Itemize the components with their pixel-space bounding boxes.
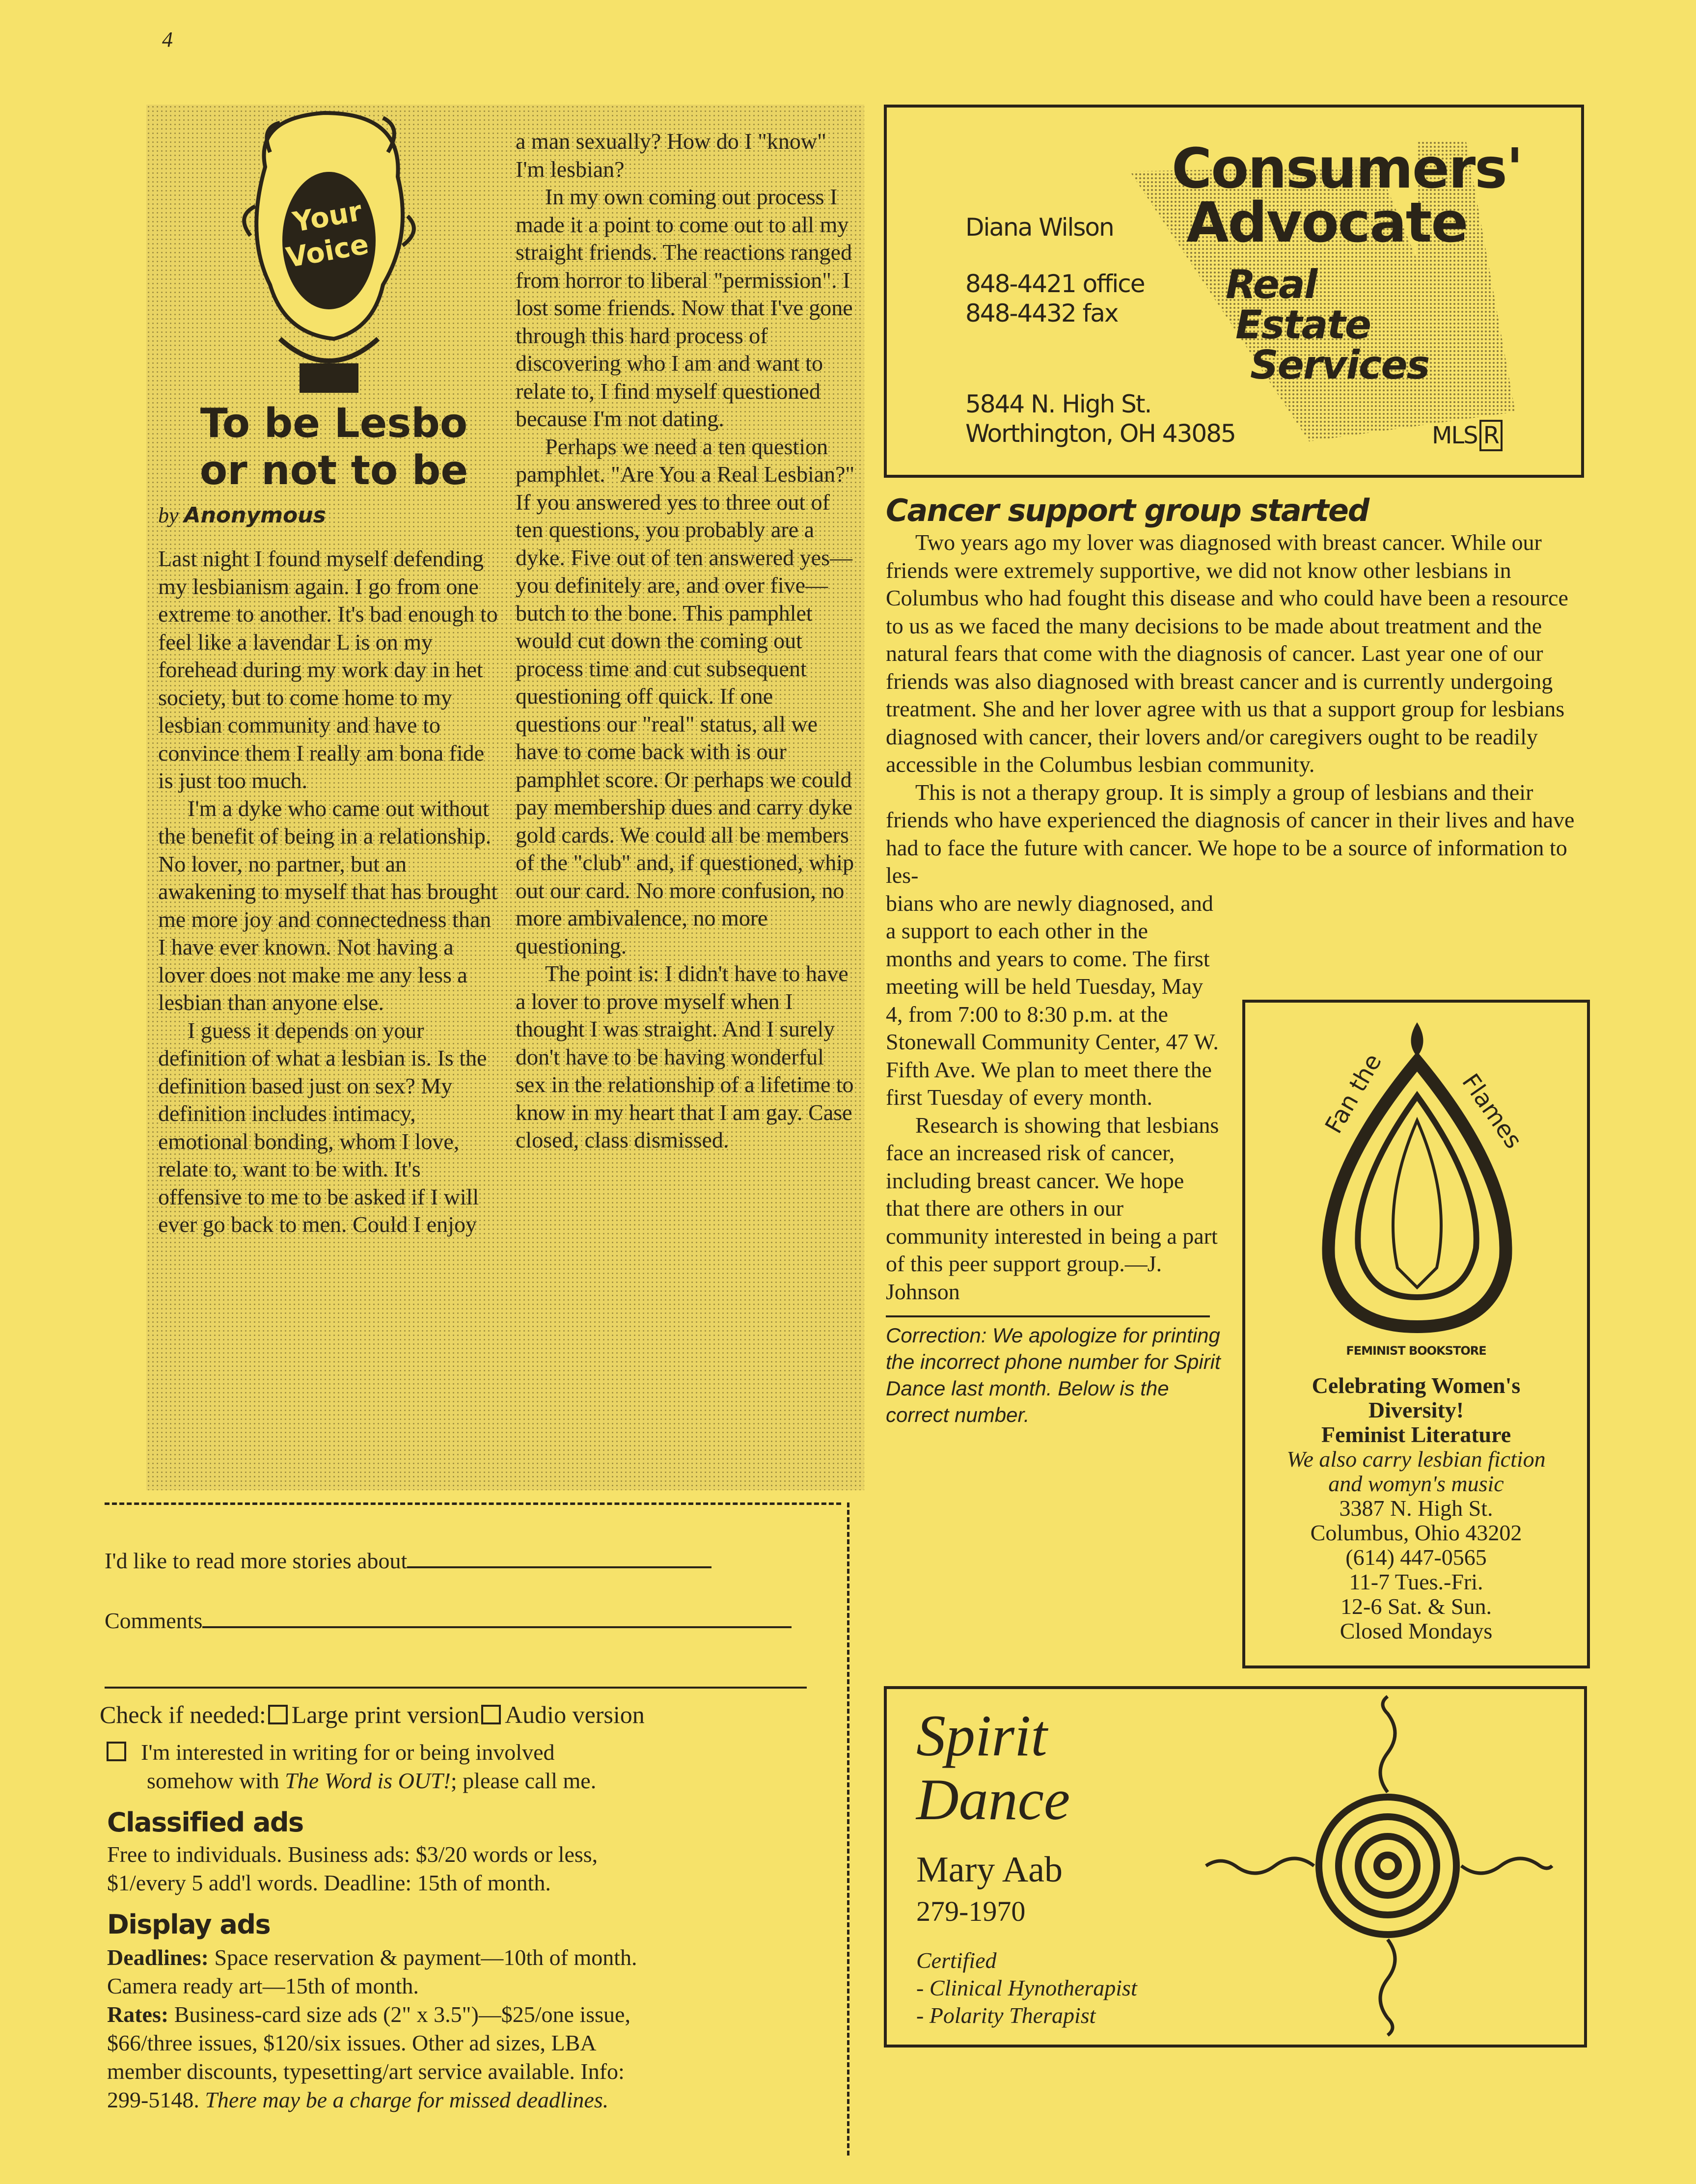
interest-text: ; please call me. bbox=[450, 1768, 597, 1793]
interest-text: somehow with bbox=[147, 1768, 285, 1793]
bookstore-info bbox=[1245, 1373, 1587, 1643]
title-line: Spirit bbox=[916, 1703, 1047, 1768]
check-label: Check if needed: bbox=[100, 1701, 266, 1728]
byline-prefix: by bbox=[158, 503, 179, 527]
paragraph: I'm a dyke who came out without the benefit of being in a relationship. No lover, no partner, but an awakening to myself that has brought me more joy and connectedness than I have ever known. Not having a lover does not make me any less a lesbian than anyone else. bbox=[158, 795, 498, 1015]
title-line: Dance bbox=[916, 1767, 1070, 1832]
logo-line: Services bbox=[1250, 342, 1429, 388]
your-voice-logo-text: Your bbox=[290, 195, 365, 239]
byline bbox=[158, 502, 326, 529]
large-print-label: Large print version bbox=[291, 1701, 480, 1728]
hours: 11-7 Tues.-Fri. bbox=[1349, 1569, 1483, 1594]
cancer-headline: Cancer support group started bbox=[886, 492, 1369, 528]
fax-phone: 848-4432 fax bbox=[965, 299, 1118, 328]
comments-blank-line-2[interactable] bbox=[105, 1687, 807, 1689]
logo-line: Estate bbox=[1235, 302, 1370, 348]
text: Business-card size ads (2" x 3.5")—$25/one issue, bbox=[168, 2002, 630, 2027]
text-line: $66/three issues, $120/six issues. Other ad sizes, LBA bbox=[107, 2030, 597, 2055]
title-line: or not to be bbox=[199, 447, 468, 494]
article-title bbox=[182, 400, 486, 494]
article-column-1 bbox=[158, 545, 502, 1239]
page-number: 4 bbox=[162, 27, 173, 52]
mls-mark: R bbox=[1479, 420, 1503, 451]
city: Columbus, Ohio 43202 bbox=[1310, 1520, 1522, 1545]
text-line: Free to individuals. Business ads: $3/20 words or less, bbox=[107, 1842, 598, 1867]
paragraph: Last night I found myself defending my lesbianism again. I go from one extreme to another. It's bad enough to feel like a lavendar L is on my forehead during my work day in het society, but to come home to my lesbian community and have to convince them I really am bona fide is just too much. bbox=[158, 546, 498, 793]
cut-line-top bbox=[105, 1502, 841, 1505]
article-column-2 bbox=[516, 128, 859, 1154]
bookstore-ad bbox=[1242, 1000, 1590, 1668]
tagline: Celebrating Women's bbox=[1312, 1373, 1521, 1398]
credentials bbox=[916, 1947, 1137, 2029]
flame-logo-icon bbox=[1294, 1012, 1540, 1356]
audio-checkbox[interactable] bbox=[481, 1705, 501, 1724]
paragraph: a man sexually? How do I "know" I'm lesbian? bbox=[516, 129, 826, 182]
company-logo-sub bbox=[1226, 262, 1429, 388]
paragraph: The point is: I didn't have to have a lover to prove myself when I thought I was straight. And I surely don't have to be having wonderful sex in the relationship of a lifetime to know in my heart that I am gay. Case closed, class dismissed. bbox=[516, 961, 854, 1152]
text-line: member discounts, typesetting/art service available. Info: bbox=[107, 2059, 625, 2084]
logo-line: Consumers' bbox=[1172, 137, 1523, 201]
svg-text:Voice: Voice bbox=[283, 228, 371, 274]
publication-name: The Word is OUT! bbox=[285, 1768, 451, 1793]
comments-field[interactable] bbox=[105, 1607, 792, 1635]
display-ads-text bbox=[107, 1943, 637, 2114]
address: 3387 N. High St. bbox=[1339, 1496, 1493, 1521]
comments-blank[interactable] bbox=[202, 1626, 792, 1628]
logo-line: Advocate bbox=[1186, 191, 1468, 255]
office-phone: 848-4421 office bbox=[965, 270, 1145, 298]
title-line: To be Lesbo bbox=[200, 400, 468, 447]
stories-field[interactable] bbox=[105, 1547, 711, 1575]
cancer-body-narrow bbox=[886, 890, 1220, 1306]
paragraph: In my own coming out process I made it a point to come out to all my straight friends. The reactions ranged from horror to liberal "permission". I lost some friends. Now that I've gone through this hard process of discovering who I am and want to relate to, I find myself questioned because I'm not dating. bbox=[516, 184, 853, 431]
missed-deadline-note: There may be a charge for missed deadlines. bbox=[205, 2087, 609, 2112]
cut-line-right bbox=[847, 1502, 849, 2156]
comments-label: Comments bbox=[105, 1608, 203, 1633]
classified-heading: Classified ads bbox=[107, 1807, 303, 1838]
svg-text:Flames: Flames bbox=[1456, 1068, 1528, 1154]
large-print-checkbox[interactable] bbox=[268, 1705, 288, 1724]
divider bbox=[886, 1315, 1210, 1317]
tagline: We also carry lesbian fiction bbox=[1286, 1447, 1546, 1472]
text-line: Camera ready art—15th of month. bbox=[107, 1973, 419, 1998]
svg-text:Fan the: Fan the bbox=[1319, 1049, 1387, 1138]
tagline: and womyn's music bbox=[1328, 1471, 1504, 1496]
paragraph: Two years ago my lover was diagnosed with breast cancer. While our friends were extremely supportive, we did not know other lesbians in Columbus who had fought this disease and who could have been a resource to us as we faced the many decisions to be made about treatment and the natural fears that come with the diagnosis of cancer. Last year one of our friends was also diagnosed with breast cancer and is currently undergoing treatment. She and her lover agree with us that a support group for lesbians diagnosed with cancer, their lovers and/or caregivers ought to be readily accessible in the Columbus lesbian community. bbox=[886, 530, 1568, 777]
bookstore-logo-sub: FEMINIST BOOKSTORE bbox=[1346, 1344, 1486, 1358]
paragraph: Perhaps we need a ten question pamphlet. "Are You a Real Lesbian?" If you answered yes to three out of ten questions, you probably are a dyke. Five out of ten answered yes—you definitely are, and over five—butch to the bone. This pamphlet would cut down the coming out process time and cut subsequent questioning off quick. If one questions our "real" status, all we have to come back with is our pamphlet score. Or perhaps we could pay membership dues and carry dyke gold cards. We could all be members of the "club" and, if questioned, whip out our card. No more confusion, no more ambivalence, no more questioning. bbox=[516, 434, 855, 958]
hours: Closed Mondays bbox=[1340, 1618, 1493, 1643]
paragraph: This is not a therapy group. It is simply a group of lesbians and their friends who have experienced the diagnosis of cancer in their lives and have had to face the future with cancer. We hope to be a source of information to les- bbox=[886, 779, 1575, 888]
screaming-face-icon bbox=[226, 108, 432, 403]
interest-option bbox=[105, 1738, 596, 1795]
interest-checkbox[interactable] bbox=[107, 1742, 126, 1761]
classified-text bbox=[107, 1840, 598, 1897]
logo-line: Real bbox=[1226, 262, 1317, 307]
credential: - Clinical Hynotherapist bbox=[916, 1975, 1137, 2000]
tagline: Diversity! bbox=[1368, 1397, 1464, 1422]
label: Rates: bbox=[107, 2002, 169, 2027]
stories-label: I'd like to read more stories about bbox=[105, 1548, 408, 1573]
company-logo-text bbox=[1172, 137, 1523, 255]
address-line: 5844 N. High St. bbox=[965, 390, 1151, 418]
display-ads-heading: Display ads bbox=[107, 1909, 271, 1940]
text: 299-5148. bbox=[107, 2087, 205, 2112]
interest-text: I'm interested in writing for or being involved bbox=[141, 1740, 555, 1765]
real-estate-ad bbox=[884, 105, 1584, 478]
phone: (614) 447-0565 bbox=[1345, 1545, 1487, 1570]
paragraph: I guess it depends on your definition of what a lesbian is. Is the definition based just on sex? My definition includes intimacy, emotional bonding, whom I love, relate to, want to be with. It's offensive to me to be asked if I will ever go back to men. Could I enjoy bbox=[158, 1017, 487, 1237]
phone: 279-1970 bbox=[916, 1895, 1026, 1927]
mls-text: MLS bbox=[1432, 422, 1477, 449]
stories-blank[interactable] bbox=[407, 1566, 711, 1568]
label: Deadlines: bbox=[107, 1945, 209, 1970]
spirit-dance-title bbox=[916, 1704, 1070, 1831]
your-voice-illustration bbox=[226, 108, 432, 403]
credential: Certified bbox=[916, 1948, 997, 1973]
check-options bbox=[100, 1700, 645, 1729]
address-line: Worthington, OH 43085 bbox=[965, 419, 1235, 448]
spirit-dance-ad bbox=[884, 1686, 1587, 2048]
agent-name: Diana Wilson bbox=[965, 213, 1114, 242]
text: Space reservation & payment—10th of month. bbox=[209, 1945, 637, 1970]
cancer-body-full bbox=[886, 529, 1588, 890]
paragraph: bians who are newly diagnosed, and a support to each other in the months and years to come. The first meeting will be held Tuesday, May 4, from 7:00 to 8:30 p.m. at the Stonewall Community Center, 47 W. Fifth Ave. We plan to meet there the first Tuesday of every month. bbox=[886, 890, 1219, 1110]
byline-author: Anonymous bbox=[184, 503, 326, 528]
tagline: Feminist Literature bbox=[1321, 1422, 1511, 1447]
credential: - Polarity Therapist bbox=[916, 2003, 1096, 2028]
audio-label: Audio version bbox=[505, 1701, 645, 1728]
sun-spiral-icon bbox=[1201, 1694, 1555, 2038]
practitioner-name: Mary Aab bbox=[916, 1850, 1063, 1890]
hours: 12-6 Sat. & Sun. bbox=[1340, 1594, 1492, 1619]
correction-note: Correction: We apologize for printing the incorrect phone number for Spirit Dance last month. Below is the correct number. bbox=[886, 1324, 1221, 1426]
mls-logo bbox=[1432, 422, 1503, 449]
paragraph: Research is showing that lesbians face an increased risk of cancer, including breast cancer. We hope that there are others in our community interested in being a part of this peer support group.—J. Johnson bbox=[886, 1112, 1219, 1304]
text-line: $1/every 5 add'l words. Deadline: 15th of month. bbox=[107, 1870, 551, 1895]
